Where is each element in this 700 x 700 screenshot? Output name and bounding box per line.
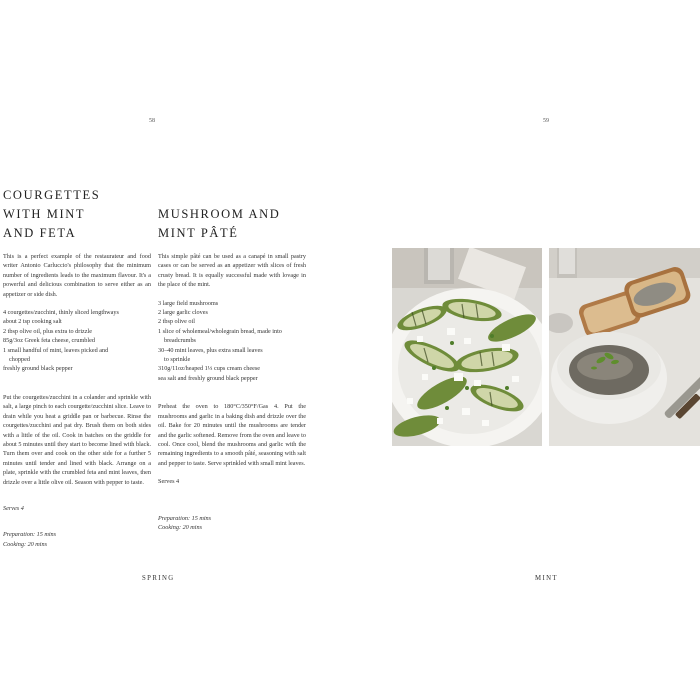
- page-number-left: 58: [149, 118, 155, 124]
- recipe2-intro: This simple pâté can be used as a canapé in small pastry cases or can be served as an appetizer with slices of fresh crusty bread. It is equally successful made with lovage in the place of the mint.: [158, 253, 306, 289]
- recipe2-title-line: MINT PÂTÉ: [158, 226, 239, 240]
- page-number-right: 59: [543, 118, 549, 124]
- recipe1-preparation: Preparation: 15 mins: [3, 531, 57, 539]
- recipe1-column: [3, 252, 151, 549]
- ingredient-item: freshly ground black pepper: [3, 365, 73, 373]
- recipe2-ingredients: [158, 299, 306, 384]
- mushroom-pate-photo: [549, 248, 700, 446]
- recipe1-intro: This is a perfect example of the restaurateur and food writer Antonio Carluccio's philosophy that the minimum number of ingredients leads to the maximum flavour. It's a powerful and delicious combination to serve either as an appetizer or side dish.: [3, 253, 151, 298]
- ingredient-item: sea salt and freshly ground black pepper: [158, 374, 258, 382]
- ingredient-item: 4 courgettes/zucchini, thinly sliced lengthways: [3, 309, 119, 317]
- recipe2-method: Preheat the oven to 180°C/350°F/Gas 4. Put the mushrooms and garlic in a baking dish and drizzle over the oil. Bake for 20 minutes until the mushrooms are tender and the garlic softened. Remove from the oven and leave to cool. Once cool, blend the mushrooms and garlic with the remaining ingredients to a smooth pâté, seasoning with salt and pepper to taste. Serve sprinkled with small mint leaves.: [158, 403, 306, 467]
- recipe2-column: [158, 252, 306, 532]
- ingredient-item: 85g/3oz Greek feta cheese, crumbled: [3, 337, 95, 345]
- courgette-feta-photo: [392, 248, 542, 446]
- ingredient-item: 30–40 mint leaves, plus extra small leaves: [158, 346, 263, 354]
- recipe2-cooking: Cooking: 20 mins: [158, 523, 202, 531]
- ingredient-item: 2 large garlic cloves: [158, 309, 208, 317]
- recipe1-method: Put the courgettes/zucchini in a colander and sprinkle with salt, a large pinch to each courgette/zucchini slice. Leave to drain while you heat a griddle pan or barbecue. Rinse the courgettes/zucchini and pat dry. Brush them on both sides with a little of the oil. Cook in batches on the griddle for about 5 minutes until they start to become lined with black. Turn them over and cook on the other side for a further 5 minutes until tender and lined with black. Arrange on a plate, sprinkle with the crumbled feta and mint leaves, then drizzle over a little olive oil. Season with pepper to taste.: [3, 393, 151, 486]
- ingredient-item: 2 tbsp olive oil: [158, 318, 195, 326]
- recipe1-title-line: WITH MINT: [3, 207, 86, 221]
- recipe2-title: [158, 205, 280, 243]
- footer-section-label: SPRING: [142, 575, 175, 582]
- ingredient-item: breadcrumbs: [164, 337, 196, 345]
- recipe1-title: [3, 186, 100, 243]
- pate-bowl-illustration: [549, 248, 700, 446]
- ingredient-item: 2 tbsp olive oil, plus extra to drizzle: [3, 327, 93, 335]
- ingredient-item: chopped: [9, 356, 30, 364]
- recipe1-cooking: Cooking: 20 mins: [3, 540, 47, 548]
- ingredient-item: 310g/11oz/heaped 1⅓ cups cream cheese: [158, 365, 260, 373]
- recipe1-title-line: AND FETA: [3, 226, 77, 240]
- courgette-plate-illustration: [392, 248, 542, 446]
- recipe2-preparation: Preparation: 15 mins: [158, 514, 212, 522]
- recipe2-title-line: MUSHROOM AND: [158, 207, 281, 221]
- recipe2-serves: Serves 4: [158, 478, 180, 486]
- ingredient-item: about 2 tsp cooking salt: [3, 318, 62, 326]
- recipe1-serves: Serves 4: [3, 504, 24, 512]
- recipe1-title-line: COURGETTES: [3, 188, 101, 202]
- ingredient-item: to sprinkle: [164, 356, 191, 364]
- ingredient-item: 1 slice of wholemeal/wholegrain bread, made into: [158, 327, 282, 335]
- footer-chapter-label: MINT: [535, 575, 558, 582]
- recipe1-ingredients: [3, 308, 151, 374]
- ingredient-item: 3 large field mushrooms: [158, 299, 219, 307]
- ingredient-item: 1 small handful of mint, leaves picked and: [3, 346, 109, 354]
